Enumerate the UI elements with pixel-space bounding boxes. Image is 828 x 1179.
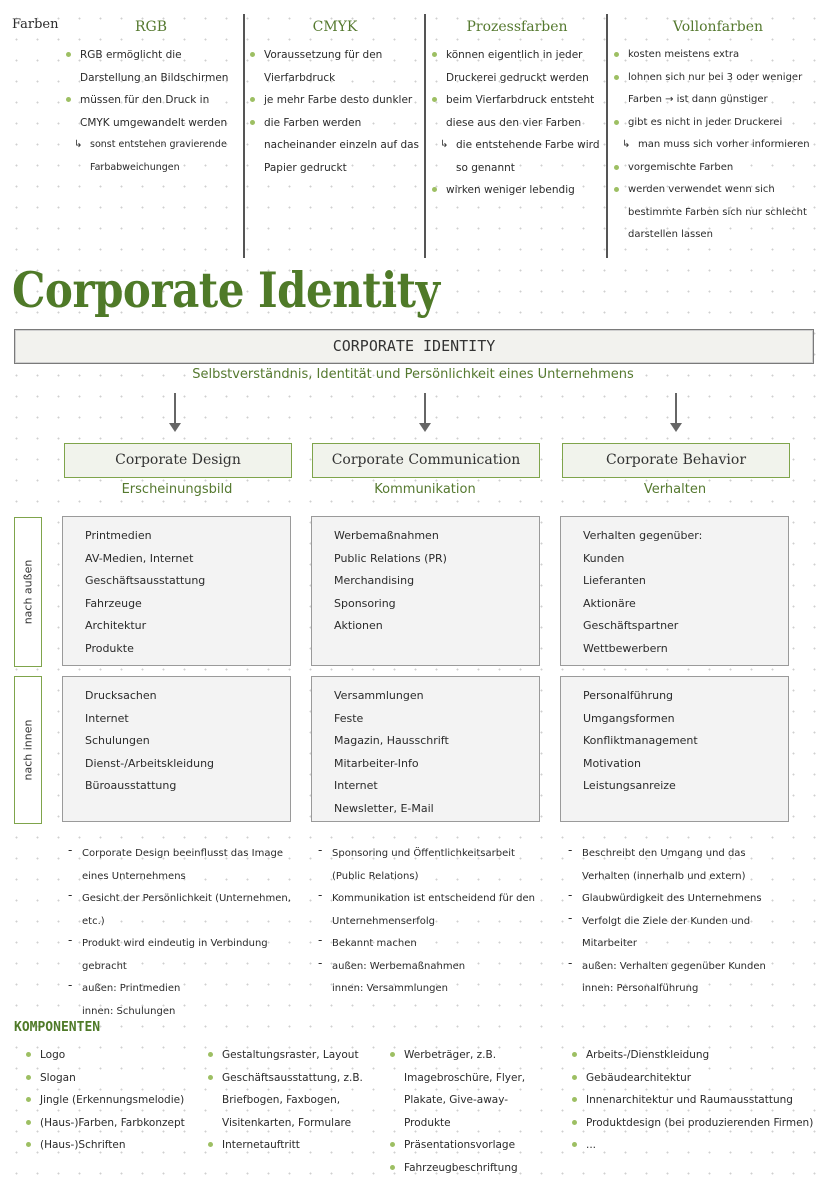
farben-column-prozessfarben xyxy=(430,16,604,202)
note-item: - Beschreibt den Umgang und das Verhalten (innerhalb und extern) xyxy=(566,843,792,888)
list-item: Kunden xyxy=(583,548,788,571)
note-item: - Corporate Design beeinflusst das Image eines Unternehmens xyxy=(66,843,291,888)
list-item: müssen für den Druck in CMYK umgewandelt werden xyxy=(64,89,238,134)
list-item: Motivation xyxy=(583,753,788,776)
box-communication-aussen xyxy=(311,516,540,666)
list-item: (Haus-)Schriften xyxy=(24,1134,204,1157)
notes-communication xyxy=(316,843,544,1001)
note-item: - Sponsoring und Öffentlichkeitsarbeit (Public Relations) xyxy=(316,843,544,888)
box-behavior-aussen xyxy=(560,516,789,666)
list-item: beim Vierfarbdruck entsteht diese aus den vier Farben xyxy=(430,89,604,134)
list-item: Präsentationsvorlage xyxy=(388,1134,554,1157)
list-item: lohnen sich nur bei 3 oder weniger Farben → ist dann günstiger xyxy=(612,67,824,112)
list-item: Produkte xyxy=(85,638,290,661)
list-item: Gestaltungsraster, Layout xyxy=(206,1044,376,1067)
column-title: RGB xyxy=(64,16,238,38)
farben-column-rgb xyxy=(64,16,238,179)
list-item: Produktdesign (bei produzierenden Firmen) xyxy=(570,1112,820,1135)
list-item: Internetauftritt xyxy=(206,1134,376,1157)
list-item: kosten meistens extra xyxy=(612,44,824,67)
list-item: wirken weniger lebendig xyxy=(430,179,604,202)
komponenten-column xyxy=(388,1044,554,1179)
list-item: Internet xyxy=(334,775,539,798)
farben-label: Farben xyxy=(12,14,59,37)
list-item: die Farben werden nacheinander einzeln auf das Papier gedruckt xyxy=(248,112,422,180)
list-item: Internet xyxy=(85,708,290,731)
column-divider xyxy=(243,14,245,258)
arrow-down-icon xyxy=(424,393,426,425)
list-item: Werbemaßnahmen xyxy=(334,525,539,548)
list-item: Slogan xyxy=(24,1067,204,1090)
note-item: - Glaubwürdigkeit des Unternehmens xyxy=(566,888,792,911)
list-item: Architektur xyxy=(85,615,290,638)
list-item: RGB ermöglicht die Darstellung an Bildschirmen xyxy=(64,44,238,89)
komponenten-column xyxy=(24,1044,204,1157)
list-item: Logo xyxy=(24,1044,204,1067)
note-item: - Gesicht der Persönlichkeit (Unternehmen, etc.) xyxy=(66,888,291,933)
note-item: - Verfolgt die Ziele der Kunden und Mitarbeiter xyxy=(566,911,792,956)
ci-subtitle: Selbstverständnis, Identität und Persönlichkeit eines Unternehmens xyxy=(14,367,812,382)
pillar-subtitle: Verhalten xyxy=(562,482,788,497)
list-item: Büroausstattung xyxy=(85,775,290,798)
list-item: Gebäudearchitektur xyxy=(570,1067,820,1090)
note-item: - Bekannt machen xyxy=(316,933,544,956)
list-item: Personalführung xyxy=(583,685,788,708)
pillar-corporate-communication: Corporate Communication xyxy=(312,443,540,478)
list-item: Umgangsformen xyxy=(583,708,788,731)
list-item: AV-Medien, Internet xyxy=(85,548,290,571)
list-item: je mehr Farbe desto dunkler xyxy=(248,89,422,112)
box-design-aussen xyxy=(62,516,291,666)
note-item: - außen: Verhalten gegenüber Kunden innen: Personalführung xyxy=(566,956,792,1001)
farben-column-cmyk xyxy=(248,16,422,179)
side-label-nach-innen xyxy=(14,676,42,824)
list-item: Feste xyxy=(334,708,539,731)
pillar-subtitle: Kommunikation xyxy=(312,482,538,497)
list-item: gibt es nicht in jeder Druckerei xyxy=(612,112,824,135)
list-item: Newsletter, E-Mail xyxy=(334,798,539,821)
ci-banner: CORPORATE IDENTITY xyxy=(14,329,814,364)
list-item: (Haus-)Farben, Farbkonzept xyxy=(24,1112,204,1135)
list-item: Konfliktmanagement xyxy=(583,730,788,753)
side-label-text: nach innen xyxy=(22,720,35,781)
list-item: Sponsoring xyxy=(334,593,539,616)
komponenten-title: KOMPONENTEN xyxy=(14,1020,100,1035)
notes-behavior xyxy=(566,843,792,1001)
list-item: Leistungsanreize xyxy=(583,775,788,798)
komponenten-column xyxy=(570,1044,820,1157)
side-label-nach-aussen xyxy=(14,517,42,667)
pillar-corporate-behavior: Corporate Behavior xyxy=(562,443,790,478)
list-item: Merchandising xyxy=(334,570,539,593)
arrow-down-icon xyxy=(675,393,677,425)
column-title: CMYK xyxy=(248,16,422,38)
column-title: Prozessfarben xyxy=(430,16,604,38)
note-item: - Kommunikation ist entscheidend für den Unternehmenserfolg xyxy=(316,888,544,933)
list-subitem: ↳ sonst entstehen gravierende Farbabweichungen xyxy=(64,134,238,179)
list-item: Magazin, Hausschrift xyxy=(334,730,539,753)
list-item: Fahrzeugbeschriftung xyxy=(388,1157,554,1179)
column-divider xyxy=(606,14,608,258)
list-item: Versammlungen xyxy=(334,685,539,708)
list-item: Fahrzeuge xyxy=(85,593,290,616)
list-item: Verhalten gegenüber: xyxy=(583,525,788,548)
page-title: Corporate Identity xyxy=(12,262,439,318)
box-communication-innen xyxy=(311,676,540,822)
arrow-down-icon xyxy=(174,393,176,425)
list-item: Geschäftsausstattung, z.B. Briefbogen, Faxbogen, Visitenkarten, Formulare xyxy=(206,1067,376,1135)
column-divider xyxy=(424,14,426,258)
list-item: Geschäftsausstattung xyxy=(85,570,290,593)
list-subitem: ↳ die entstehende Farbe wird so genannt xyxy=(430,134,604,179)
list-item: vorgemischte Farben xyxy=(612,157,824,180)
list-item: Innenarchitektur und Raumausstattung xyxy=(570,1089,820,1112)
list-item: Wettbewerbern xyxy=(583,638,788,661)
list-item: Geschäftspartner xyxy=(583,615,788,638)
side-label-text: nach außen xyxy=(22,560,35,625)
komponenten-column xyxy=(206,1044,376,1157)
list-item: können eigentlich in jeder Druckerei gedruckt werden xyxy=(430,44,604,89)
box-behavior-innen xyxy=(560,676,789,822)
notes-design xyxy=(66,843,291,1023)
farben-column-vollonfarben xyxy=(612,16,824,247)
list-subitem: ↳ man muss sich vorher informieren xyxy=(612,134,824,157)
list-item: Schulungen xyxy=(85,730,290,753)
note-item: - außen: Printmedien innen: Schulungen xyxy=(66,978,291,1023)
list-item: Drucksachen xyxy=(85,685,290,708)
list-item: Arbeits-/Dienstkleidung xyxy=(570,1044,820,1067)
list-item: Printmedien xyxy=(85,525,290,548)
list-item: Voraussetzung für den Vierfarbdruck xyxy=(248,44,422,89)
list-item: Lieferanten xyxy=(583,570,788,593)
list-item: Aktionen xyxy=(334,615,539,638)
pillar-corporate-design: Corporate Design xyxy=(64,443,292,478)
list-item: Werbeträger, z.B. Imagebroschüre, Flyer, Plakate, Give-away-Produkte xyxy=(388,1044,554,1134)
pillar-subtitle: Erscheinungsbild xyxy=(64,482,290,497)
list-item: Mitarbeiter-Info xyxy=(334,753,539,776)
note-item: - außen: Werbemaßnahmen innen: Versammlungen xyxy=(316,956,544,1001)
list-item: Dienst-/Arbeitskleidung xyxy=(85,753,290,776)
list-item: Jingle (Erkennungsmelodie) xyxy=(24,1089,204,1112)
list-item: Aktionäre xyxy=(583,593,788,616)
list-item: Public Relations (PR) xyxy=(334,548,539,571)
list-item: ... xyxy=(570,1134,820,1157)
box-design-innen xyxy=(62,676,291,822)
list-item: werden verwendet wenn sich bestimmte Farben sich nur schlecht darstellen lassen xyxy=(612,179,824,247)
column-title: Vollonfarben xyxy=(612,16,824,38)
note-item: - Produkt wird eindeutig in Verbindung gebracht xyxy=(66,933,291,978)
